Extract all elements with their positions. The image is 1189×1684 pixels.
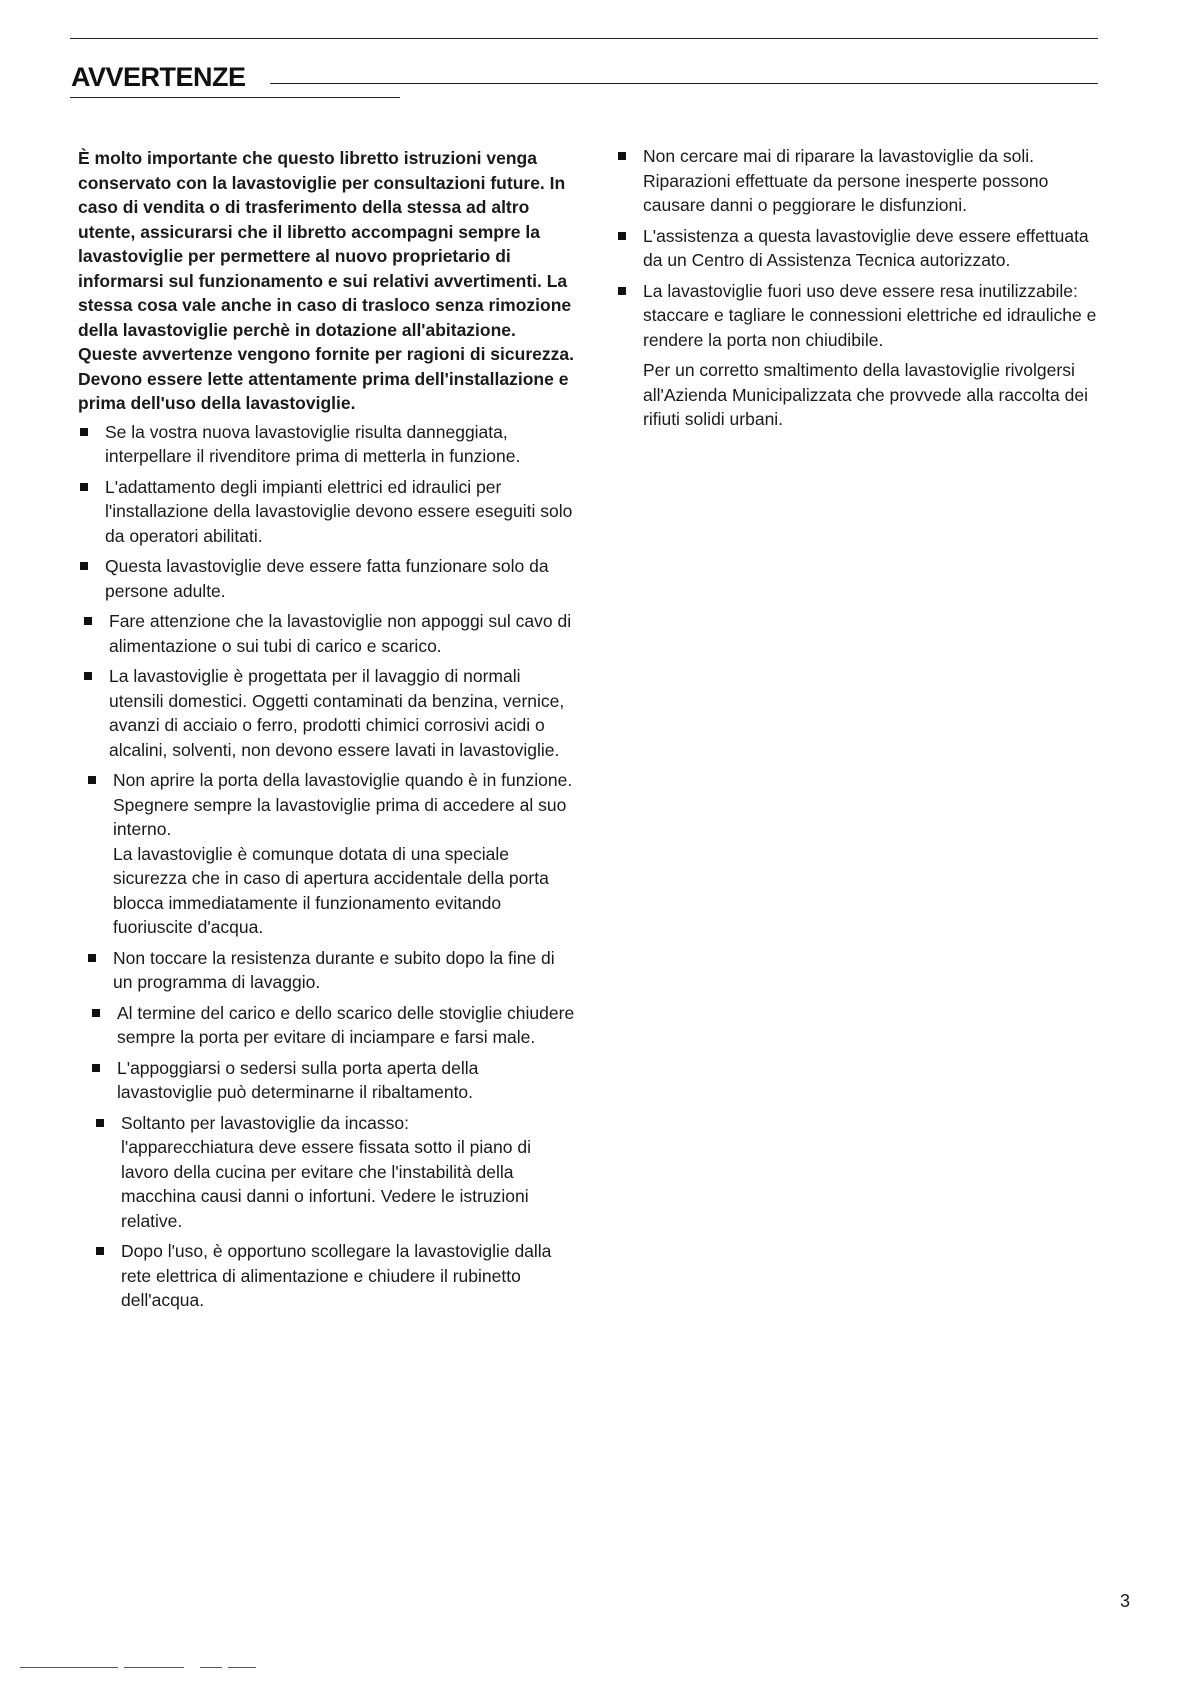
list-item-text: Non toccare la resistenza durante e subito dopo la fine di un programma di lavaggio. [113, 947, 555, 992]
list-item [86, 946, 578, 995]
list-item-text: Fare attenzione che la lavastoviglie non appoggi sul cavo di alimentazione o sui tubi di carico e scarico. [109, 611, 572, 656]
list-item-text: Soltanto per lavastoviglie da incasso: [121, 1112, 409, 1133]
intro-paragraph: È molto importante che questo libretto istruzioni venga conservato con la lavastoviglie per consultazioni future. In caso di vendita o di trasferimento della stessa ad altro utente, assicurarsi che il libretto accompagni sempre la lavastoviglie per permettere al nuovo proprietario di informarsi sul funzionamento e sui relativi avvertimenti. La stessa cosa vale anche in caso di trasloco senza rimozione della lavastoviglie perchè in dotazione all'abitazione. Queste avvertenze vengono fornite per ragioni di sicurezza. Devono essere lette attentamente prima dell'installazione e prima dell'uso della lavastoviglie. [78, 148, 574, 413]
list-item [82, 609, 578, 658]
square-bullet-icon [84, 617, 92, 625]
list-item [82, 664, 578, 762]
list-item-text: Non cercare mai di riparare la lavastoviglie da soli. Riparazioni effettuate da persone inesperte possono causare danni o peggiorare le disfunzioni. [643, 146, 1049, 215]
footer-rule [200, 1667, 222, 1668]
square-bullet-icon [80, 562, 88, 570]
square-bullet-icon [80, 428, 88, 436]
list-item-text: L'assistenza a questa lavastoviglie deve essere effettuata da un Centro di Assistenza Tecnica autorizzato. [643, 225, 1089, 270]
square-bullet-icon [88, 776, 96, 784]
list-item [616, 144, 1106, 218]
list-item-text: Non aprire la porta della lavastoviglie quando è in funzione. Spegnere sempre la lavastoviglie prima di accedere al suo interno. [113, 770, 573, 839]
square-bullet-icon [96, 1247, 104, 1255]
square-bullet-icon [84, 672, 92, 680]
square-bullet-icon [92, 1064, 100, 1072]
list-item [94, 1111, 578, 1234]
left-column [78, 146, 578, 1319]
footer-rule [20, 1667, 118, 1668]
list-item [94, 1239, 578, 1313]
left-warning-list [78, 420, 578, 1313]
footer-rule [124, 1667, 184, 1668]
list-item-text: Questa lavastoviglie deve essere fatta funzionare solo da persone adulte. [105, 556, 549, 601]
list-item-text: Al termine del carico e dello scarico delle stoviglie chiudere sempre la porta per evitare di inciampare e farsi male. [117, 1002, 575, 1047]
list-item [86, 768, 578, 940]
list-item-extra-text: La lavastoviglie è comunque dotata di una speciale sicurezza che in caso di apertura accidentale della porta blocca immediatamente il funzionamento evitando fuoriuscite d'acqua. [113, 843, 549, 937]
list-item [78, 475, 578, 549]
square-bullet-icon [618, 232, 626, 240]
list-item [90, 1001, 578, 1050]
list-item-text: La lavastoviglie è progettata per il lavaggio di normali utensili domestici. Oggetti contaminati da benzina, vernice, avanzi di acciaio o ferro, prodotti chimici corrosivi acidi o alcalini, solventi, non devono essere lavati in lavastoviglie. [109, 666, 565, 760]
square-bullet-icon [80, 483, 88, 491]
list-item-extra-text: l'apparecchiatura deve essere fissata sotto il piano di lavoro della cucina per evitare che l'instabilità della macchina causi danni o infortuni. Vedere le istruzioni relative. [121, 1137, 531, 1231]
title-underline [70, 97, 400, 98]
page-title: AVVERTENZE [71, 62, 246, 92]
square-bullet-icon [88, 954, 96, 962]
list-item [78, 554, 578, 603]
right-warning-list [616, 144, 1106, 352]
square-bullet-icon [618, 287, 626, 295]
list-item-text: La lavastoviglie fuori uso deve essere resa inutilizzabile: staccare e tagliare le connessioni elettriche ed idrauliche e rendere la porta non chiudibile. [643, 280, 1097, 350]
right-column [616, 144, 1106, 432]
page-number: 3 [1120, 1591, 1131, 1611]
list-item-text: Se la vostra nuova lavastoviglie risulta danneggiata, interpellare il rivenditore prima di metterla in funzione. [105, 421, 521, 466]
list-item [616, 224, 1106, 273]
list-item-text: Dopo l'uso, è opportuno scollegare la lavastoviglie dalla rete elettrica di alimentazione e chiudere il rubinetto dell'acqua. [121, 1241, 552, 1310]
list-item-text: L'adattamento degli impianti elettrici ed idraulici per l'installazione della lavastoviglie devono essere eseguiti solo da operatori abilitati. [105, 476, 573, 546]
header-rule-bottom [270, 83, 1098, 84]
square-bullet-icon [92, 1009, 100, 1017]
header-rule-top [70, 38, 1098, 39]
list-item [90, 1056, 578, 1105]
list-item [616, 279, 1106, 353]
square-bullet-icon [618, 152, 626, 160]
list-item [78, 420, 578, 469]
disposal-paragraph: Per un corretto smaltimento della lavastoviglie rivolgersi all'Azienda Municipalizzata che provvede alla raccolta dei rifiuti solidi urbani. [643, 360, 1088, 429]
footer-rule [228, 1667, 256, 1668]
list-item-text: L'appoggiarsi o sedersi sulla porta aperta della lavastoviglie può determinarne il ribaltamento. [117, 1057, 479, 1102]
square-bullet-icon [96, 1119, 104, 1127]
